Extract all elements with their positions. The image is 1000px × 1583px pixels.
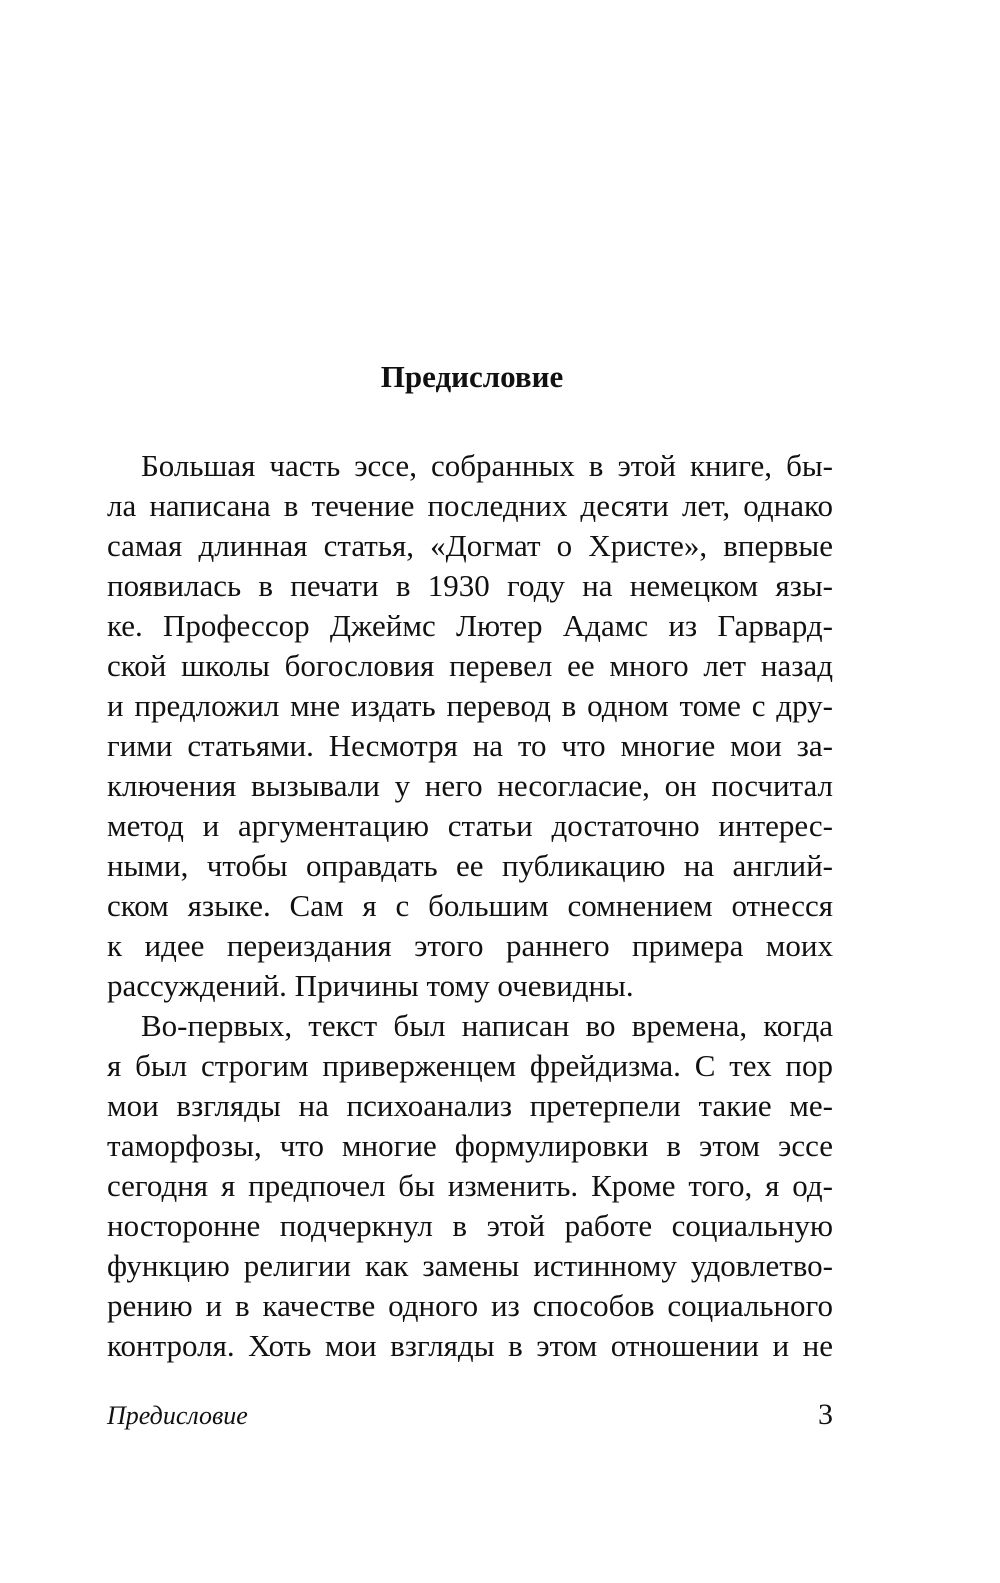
text-line: сегодня я предпочел бы изменить. Кроме того, я од-	[107, 1168, 833, 1203]
text-line: ской школы богословия перевел ее много лет назад	[107, 648, 833, 683]
text-line: метод и аргументацию статьи достаточно интерес-	[107, 808, 833, 843]
text-line: Большая часть эссе, собранных в этой книге, бы-	[141, 448, 833, 483]
text-line: ключения вызывали у него несогласие, он посчитал	[107, 768, 833, 803]
text-line: к идее переиздания этого раннего примера моих	[107, 928, 833, 963]
page-number: 3	[818, 1398, 833, 1431]
text-line: ла написана в течение последних десяти лет, однако	[107, 488, 833, 523]
text-line: контроля. Хоть мои взгляды в этом отношении и не	[107, 1328, 833, 1363]
text-line: Во-первых, текст был написан во времена, когда	[141, 1008, 833, 1043]
chapter-title: Предисловие	[380, 359, 564, 394]
text-line: носторонне подчеркнул в этой работе социальную	[107, 1208, 833, 1243]
text-line: ке. Профессор Джеймс Лютер Адамс из Гарвард-	[107, 608, 833, 643]
text-line: таморфозы, что многие формулировки в этом эссе	[107, 1128, 833, 1163]
text-line: мои взгляды на психоанализ претерпели такие ме-	[107, 1088, 833, 1123]
text-line: я был строгим приверженцем фрейдизма. С тех пор	[107, 1048, 833, 1083]
body-text	[107, 446, 833, 1366]
text-line: ском языке. Сам я с большим сомнением отнесся	[107, 888, 833, 923]
text-line: функцию религии как замены истинному удовлетво-	[107, 1248, 833, 1283]
text-line: и предложил мне издать перевод в одном томе с дру-	[107, 688, 833, 723]
text-line: рению и в качестве одного из способов социального	[107, 1288, 833, 1323]
text-line: гими статьями. Несмотря на то что многие мои за-	[107, 728, 833, 763]
text-line: самая длинная статья, «Догмат о Христе», впервые	[107, 528, 833, 563]
text-line: рассуждений. Причины тому очевидны.	[107, 968, 634, 1003]
text-line: появилась в печати в 1930 году на немецком язы-	[107, 568, 833, 603]
running-footer-title: Предисловие	[107, 1401, 248, 1430]
text-line: ными, чтобы оправдать ее публикацию на англий-	[107, 848, 833, 883]
